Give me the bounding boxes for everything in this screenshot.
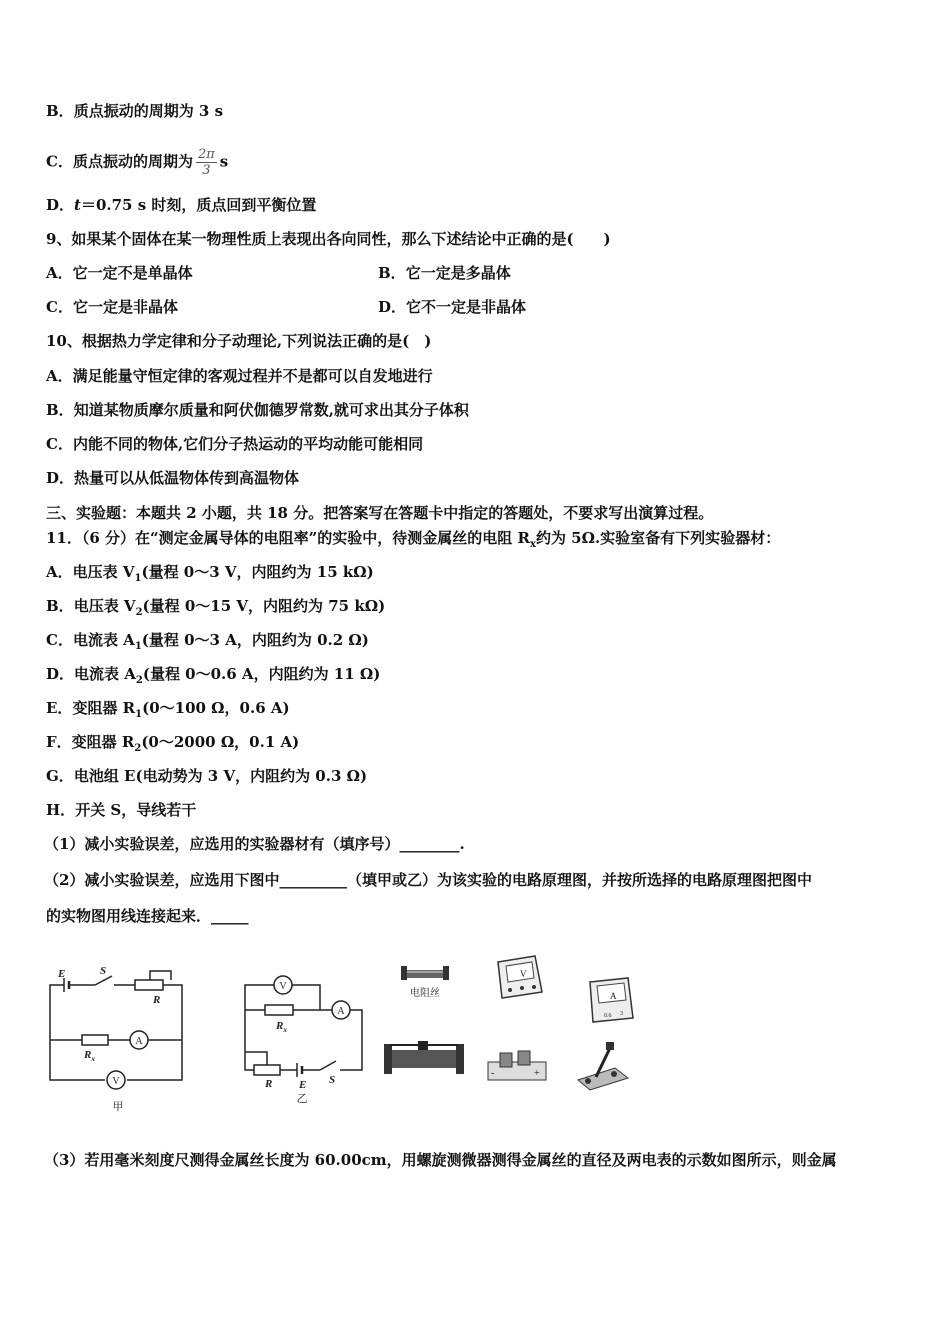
ammeter-terminal-label: 0.6 <box>604 1013 612 1019</box>
option-label: D． <box>378 298 407 316</box>
q11-item-h <box>46 800 196 820</box>
ammeter-symbol: A <box>337 1006 345 1017</box>
q11-item-e <box>46 698 290 725</box>
ammeter-apparatus <box>590 978 633 1022</box>
item-text: 电池组 E(电动势为 3 V，内阻约为 0.3 Ω) <box>73 767 368 785</box>
q11-item-d <box>46 664 380 691</box>
voltmeter-symbol: V <box>112 1076 120 1087</box>
option-label: B． <box>46 102 74 120</box>
item-label: F． <box>46 733 72 751</box>
option-label: C． <box>46 152 73 171</box>
q9-option-b <box>378 263 511 283</box>
option-text: ＝0.75 s 时刻，质点回到平衡位置 <box>80 196 317 214</box>
circuit-yi <box>245 976 362 1077</box>
item-spec: (量程 0～15 V，内阻约为 75 kΩ) <box>142 597 386 615</box>
option-text: 热量可以从低温物体传到高温物体 <box>74 469 300 487</box>
item-text: 变阻器 R <box>71 733 135 751</box>
circuit-figure <box>40 950 660 1115</box>
fraction-denominator: 3 <box>202 163 211 178</box>
q11-item-b <box>46 596 385 623</box>
option-text: 质点振动的周期为 <box>72 152 193 171</box>
q8-option-b <box>46 101 223 121</box>
resistance-wire-label: 电阻丝 <box>410 988 440 999</box>
subscript: x <box>529 539 536 550</box>
ammeter-symbol: A <box>135 1036 143 1047</box>
option-label: C． <box>46 435 73 453</box>
q10-option-d <box>46 468 299 488</box>
q11-sub2-line2: 的实物图用线连接起来．_____ <box>46 907 249 925</box>
q9-option-c <box>46 298 178 316</box>
q11-item-f <box>46 732 299 759</box>
subscript: 1 <box>135 709 143 720</box>
q11-sub2-line1: （2）减小实验误差，应选用下图中_________（填甲或乙）为该实验的电路原理图，并按所选择的电路原理图把图中 <box>44 871 812 889</box>
option-label: A． <box>46 264 73 282</box>
option-text: 质点振动的周期为 3 s <box>73 102 224 120</box>
q11-sub3: （3）若用毫米刻度尺测得金属丝长度为 60.00cm，用螺旋测微器测得金属丝的直径及两电表的示数如图所示，则金属 <box>44 1151 837 1169</box>
label-S: S <box>100 965 107 977</box>
resistance-wire-apparatus <box>401 966 449 999</box>
label-S: S <box>329 1074 336 1086</box>
q11-sub1: （1）减小实验误差，应选用的实验器材有（填序号）________. <box>44 835 465 853</box>
fraction <box>196 147 217 178</box>
item-label: D． <box>46 665 75 683</box>
circuit-jia <box>50 971 182 1089</box>
item-text: 电流表 A <box>74 665 136 683</box>
item-spec: (0～100 Ω，0.6 A) <box>142 699 290 717</box>
stem-text: 11．（6 分）在“测定金属导体的电阻率”的实验中，待测金属丝的电阻 R <box>46 529 530 547</box>
subscript: 2 <box>135 607 143 618</box>
label-E: E <box>299 1079 307 1091</box>
q9-options-row1 <box>46 263 906 283</box>
option-label: D． <box>46 196 75 214</box>
rheostat-apparatus <box>384 1041 464 1074</box>
q9-stem: 9、如果某个固体在某一物理性质上表现出各向同性，那么下述结论中正确的是( ) <box>46 230 611 248</box>
svg-text:+: + <box>534 1068 540 1079</box>
voltmeter-symbol: V <box>279 981 287 992</box>
option-label: D． <box>46 469 75 487</box>
item-spec: (量程 0～3 A，内阻约为 0.2 Ω) <box>141 631 369 649</box>
ammeter-terminal-label: 3 <box>620 1011 623 1017</box>
caption-jia: 甲 <box>112 1101 124 1113</box>
fraction-numerator: 2π <box>197 147 215 162</box>
item-label: H． <box>46 801 76 819</box>
voltmeter-face: V <box>520 969 527 979</box>
option-label: A． <box>46 367 73 385</box>
option-text: 它一定是多晶体 <box>405 264 511 282</box>
q10-stem: 10、根据热力学定律和分子动理论,下列说法正确的是( ) <box>46 332 432 350</box>
svg-text:-: - <box>491 1068 495 1079</box>
option-text: 它一定不是单晶体 <box>72 264 193 282</box>
item-label: E． <box>46 699 73 717</box>
option-label: B． <box>46 401 74 419</box>
option-unit: s <box>219 152 229 171</box>
item-text: 电压表 V <box>73 597 136 615</box>
label-R: R <box>265 1078 273 1090</box>
q10-option-a <box>46 366 433 386</box>
item-text: 变阻器 R <box>72 699 136 717</box>
item-spec: (量程 0～3 V，内阻约为 15 kΩ) <box>141 563 374 581</box>
label-E: E <box>58 968 66 980</box>
label-Rx: $R_x$ <box>84 1049 95 1063</box>
section-heading: 三、实验题：本题共 2 小题，共 18 分。把答案写在答题卡中指定的答题处，不要求写出演算过程。 <box>46 504 714 522</box>
option-text: 知道某物质摩尔质量和阿伏伽德罗常数,就可求出其分子体积 <box>73 401 469 419</box>
subscript: 1 <box>134 573 142 584</box>
q10-option-c <box>46 434 423 454</box>
option-label: C． <box>46 298 73 316</box>
q11-stem <box>46 528 780 555</box>
label-R: R <box>153 994 161 1006</box>
option-text: 内能不同的物体,它们分子热运动的平均动能可能相同 <box>72 435 424 453</box>
stem-text-end: 约为 5Ω.实验室备有下列实验器材： <box>535 529 781 547</box>
item-text: 电流表 A <box>72 631 135 649</box>
q9-option-a <box>46 264 193 282</box>
label-Rx: $R_x$ <box>276 1020 287 1034</box>
subscript: 2 <box>134 743 142 754</box>
item-text: 电压表 V <box>72 563 135 581</box>
caption-yi: 乙 <box>296 1093 308 1105</box>
q8-option-c <box>46 147 228 178</box>
option-label: B． <box>378 264 406 282</box>
q9-options-row2 <box>46 297 906 317</box>
option-text: 它不一定是非晶体 <box>406 298 527 316</box>
item-text: 开关 S，导线若干 <box>75 801 197 819</box>
q11-item-c <box>46 630 369 657</box>
option-text: 满足能量守恒定律的客观过程并不是都可以自发地进行 <box>72 367 433 385</box>
ammeter-face: A <box>610 991 617 1001</box>
item-spec: (量程 0～0.6 A，内阻约为 11 Ω) <box>142 665 381 683</box>
item-label: B． <box>46 597 74 615</box>
q11-item-g <box>46 766 367 786</box>
time-variable: t <box>74 196 81 214</box>
battery-apparatus <box>488 1051 546 1080</box>
switch-apparatus <box>578 1042 628 1090</box>
item-label: G． <box>46 767 74 785</box>
q11-item-a <box>46 562 374 589</box>
item-spec: (0～2000 Ω，0.1 A) <box>141 733 300 751</box>
option-text: 它一定是非晶体 <box>72 298 178 316</box>
q9-option-d <box>378 297 526 317</box>
q8-option-d <box>46 195 316 215</box>
subscript: 2 <box>135 675 143 686</box>
item-label: A． <box>46 563 73 581</box>
q10-option-b <box>46 400 469 420</box>
voltmeter-apparatus <box>498 956 542 998</box>
subscript: 1 <box>134 641 142 652</box>
item-label: C． <box>46 631 73 649</box>
